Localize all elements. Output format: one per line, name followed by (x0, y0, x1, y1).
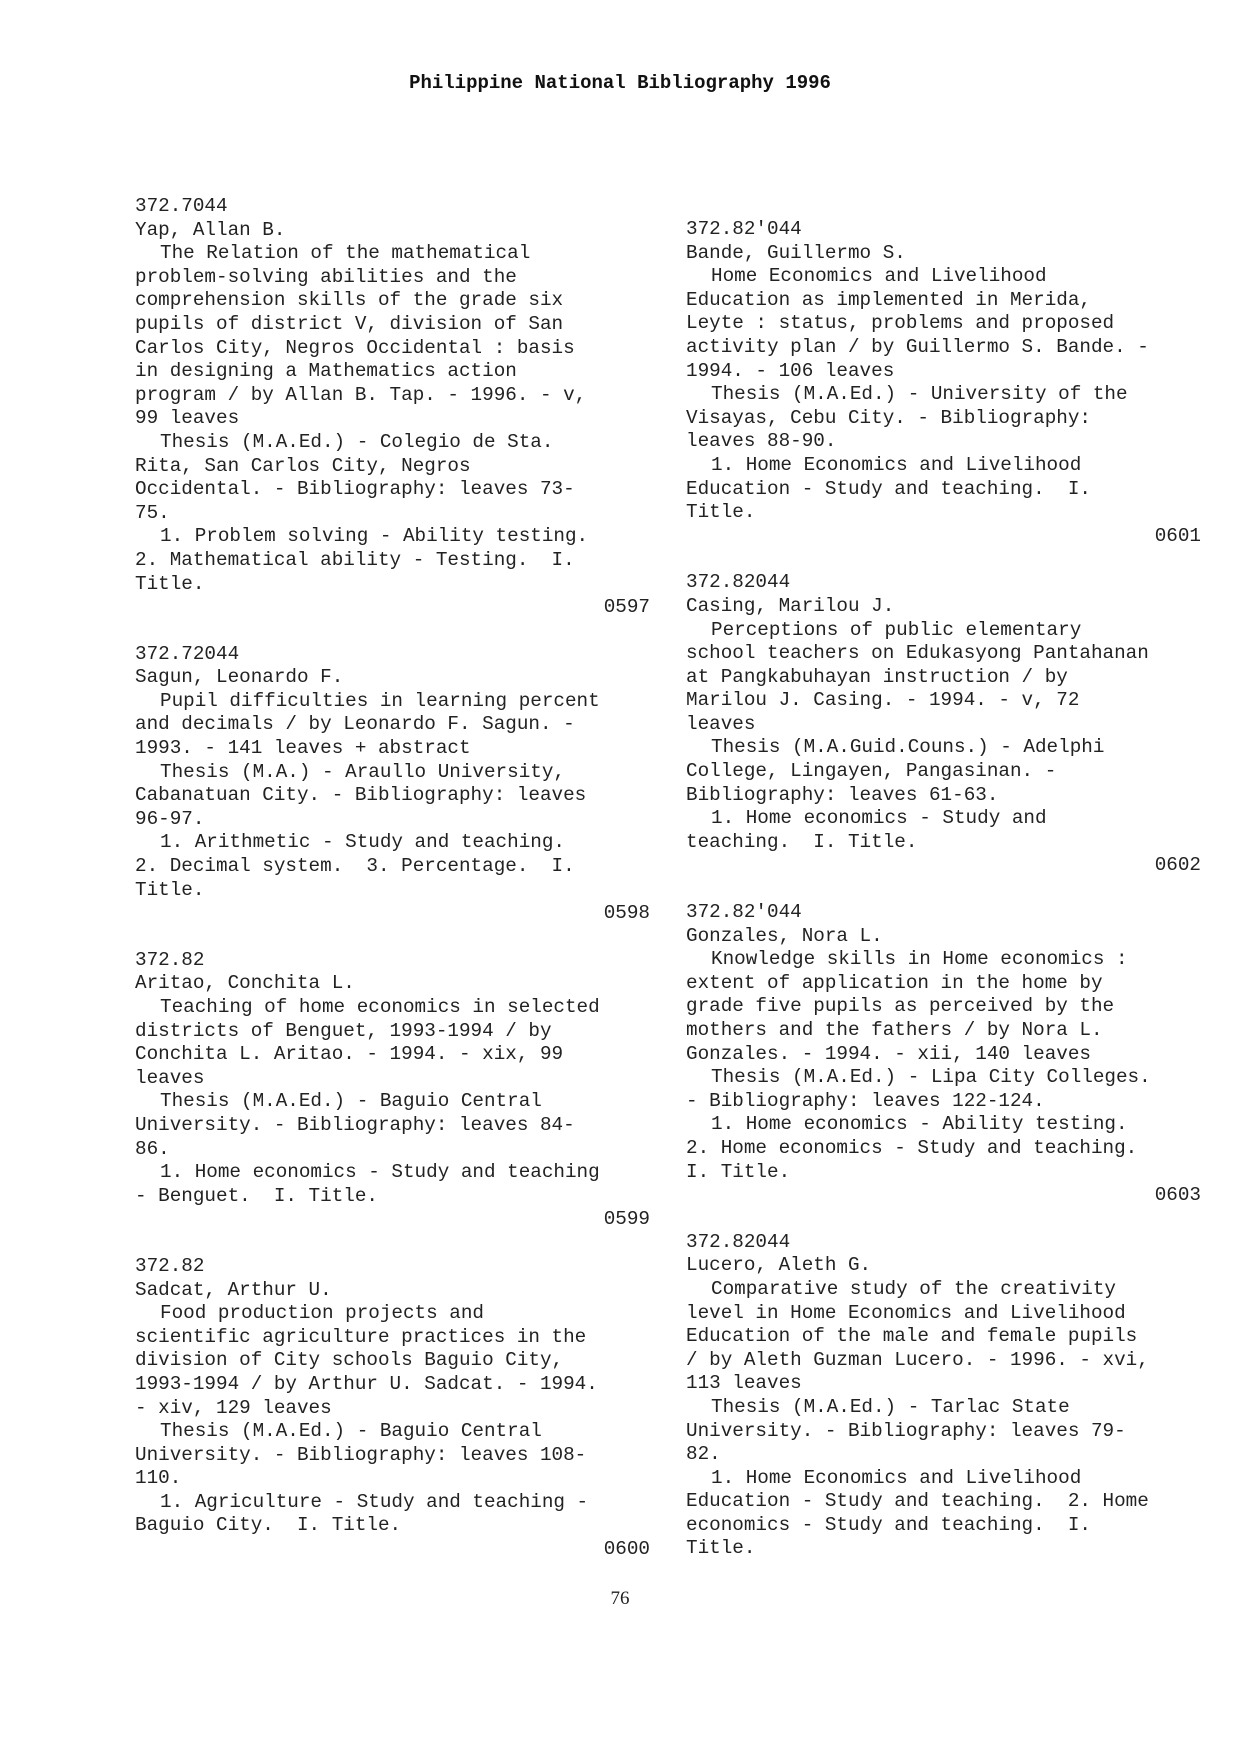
entry-number: 0603 (1154, 1184, 1201, 1207)
entry-line: Thesis (M.A.Ed.) - Baguio Central (160, 1090, 542, 1113)
entry-line: 1. Home economics - Study and (711, 807, 1047, 830)
entry-line: 86. (135, 1137, 170, 1160)
entry-line: extent of application in the home by (686, 971, 1103, 994)
entry-line: Education as implemented in Merida, (686, 288, 1091, 311)
entry-line: 1. Home economics - Study and teaching (160, 1161, 600, 1184)
bibliography-entry (135, 1255, 650, 1562)
entry-line: in designing a Mathematics action (135, 360, 517, 383)
author: Casing, Marilou J. (686, 594, 895, 617)
entry-line: 1994. - 106 leaves (686, 359, 895, 382)
entry-line: 2. Decimal system. 3. Percentage. I. (135, 855, 575, 878)
entry-line: Teaching of home economics in selected (160, 996, 600, 1018)
entry-line: Carlos City, Negros Occidental : basis (135, 336, 575, 359)
author: Lucero, Aleth G. (686, 1254, 872, 1277)
entry-number: 0601 (1154, 524, 1201, 547)
entry-line: University. - Bibliography: leaves 108- (135, 1443, 587, 1466)
entry-line: Pupil difficulties in learning percent (160, 689, 600, 712)
entry-line: Perceptions of public elementary (711, 618, 1082, 641)
call-number: 372.72044 (135, 642, 240, 665)
entry-line: 82. (686, 1443, 721, 1466)
entry-line: Title. (135, 572, 205, 595)
entry-line: Home Economics and Livelihood (711, 265, 1047, 288)
entry-line: College, Lingayen, Pangasinan. - (686, 760, 1057, 783)
entry-line: Leyte : status, problems and proposed (686, 312, 1115, 335)
entry-line: Occidental. - Bibliography: leaves 73- (135, 478, 575, 501)
entry-line: 1. Home Economics and Livelihood (711, 1466, 1082, 1489)
entry-line: grade five pupils as perceived by the (686, 995, 1115, 1018)
entry-line: problem-solving abilities and the (135, 265, 517, 288)
entry-line: leaves (135, 1066, 205, 1089)
entry-line: 75. (135, 501, 170, 524)
bibliography-entry (686, 901, 1201, 1208)
entry-line: I. Title. (686, 1160, 791, 1183)
entry-line: Cabanatuan City. - Bibliography: leaves (135, 784, 587, 807)
entry-line: Bibliography: leaves 61-63. (686, 783, 999, 806)
entry-line: districts of Benguet, 1993-1994 / by (135, 1019, 552, 1042)
entry-line: Thesis (M.A.Ed.) - Baguio Central (160, 1420, 542, 1443)
entry-line: / by Aleth Guzman Lucero. - 1996. - xvi, (686, 1348, 1149, 1371)
left-column (135, 195, 650, 1585)
entry-line: 1993-1994 / by Arthur U. Sadcat. - 1994. (135, 1372, 598, 1395)
bibliography-entry (686, 1231, 1201, 1561)
entry-line: Thesis (M.A.Ed.) - University of the (711, 383, 1128, 406)
entry-line: 113 leaves (686, 1372, 802, 1395)
entry-line: school teachers on Edukasyong Pantahanan (686, 642, 1149, 665)
entry-line: and decimals / by Leonardo F. Sagun. - (135, 713, 575, 736)
entry-line: teaching. I. Title. (686, 830, 918, 853)
bibliography-entry (686, 571, 1201, 878)
entry-line: Comparative study of the creativity (711, 1277, 1116, 1300)
bibliography-entry (135, 949, 650, 1232)
call-number: 372.82 (135, 1254, 205, 1277)
call-number: 372.82 (135, 948, 205, 971)
entry-line: Thesis (M.A.Ed.) - Colegio de Sta. (160, 430, 554, 453)
right-column (686, 218, 1201, 1584)
entry-line: University. - Bibliography: leaves 84- (135, 1113, 575, 1136)
entry-line: 2. Home economics - Study and teaching. (686, 1136, 1138, 1159)
entry-line: 1. Home Economics and Livelihood (711, 453, 1082, 476)
author: Yap, Allan B. (135, 218, 286, 241)
entry-line: Conchita L. Aritao. - 1994. - xix, 99 (135, 1043, 564, 1066)
entry-line: 99 leaves (135, 407, 240, 430)
call-number: 372.82'044 (686, 901, 802, 924)
entry-line: 110. (135, 1467, 182, 1490)
author: Gonzales, Nora L. (686, 924, 883, 947)
author: Bande, Guillermo S. (686, 241, 906, 264)
entry-line: Education of the male and female pupils (686, 1325, 1138, 1348)
entry-line: comprehension skills of the grade six (135, 289, 564, 312)
entry-number: 0602 (1154, 854, 1201, 877)
entry-line: Rita, San Carlos City, Negros (135, 454, 471, 477)
entry-line: Gonzales. - 1994. - xii, 140 leaves (686, 1042, 1091, 1065)
entry-line: 1. Agriculture - Study and teaching - (160, 1490, 589, 1513)
entry-number: 0600 (603, 1538, 650, 1561)
entry-line: program / by Allan B. Tap. - 1996. - v, (135, 383, 587, 406)
page-number: 76 (610, 1588, 630, 1609)
entry-line: level in Home Economics and Livelihood (686, 1301, 1126, 1324)
page-title: Philippine National Bibliography 1996 (409, 72, 831, 94)
entry-line: 1. Home economics - Ability testing. (711, 1113, 1128, 1136)
entry-line: Education - Study and teaching. 2. Home (686, 1490, 1149, 1513)
entry-line: - Bibliography: leaves 122-124. (686, 1089, 1045, 1112)
entry-line: Thesis (M.A.Ed.) - Tarlac State (711, 1395, 1070, 1418)
entry-line: Title. (686, 1537, 756, 1560)
entry-line: 96-97. (135, 807, 205, 830)
entry-line: Thesis (M.A.Guid.Couns.) - Adelphi (711, 736, 1105, 759)
entry-number: 0599 (603, 1208, 650, 1231)
call-number: 372.82044 (686, 571, 791, 594)
entry-line: 2. Mathematical ability - Testing. I. (135, 548, 575, 571)
entry-line: - Benguet. I. Title. (135, 1184, 378, 1207)
bibliography-entry (686, 218, 1201, 548)
entry-line: leaves (686, 712, 756, 735)
entry-line: Visayas, Cebu City. - Bibliography: (686, 406, 1091, 429)
entry-line: Title. (686, 501, 756, 524)
entry-line: 1. Problem solving - Ability testing. (160, 525, 589, 548)
entry-line: pupils of district V, division of San (135, 312, 564, 335)
entry-line: at Pangkabuhayan instruction / by (686, 665, 1068, 688)
entry-line: Thesis (M.A.) - Araullo University, (160, 760, 565, 783)
call-number: 372.82044 (686, 1230, 791, 1253)
entry-line: Knowledge skills in Home economics : (711, 948, 1128, 971)
author: Sadcat, Arthur U. (135, 1278, 332, 1301)
call-number: 372.82'044 (686, 218, 802, 240)
entry-line: The Relation of the mathematical (160, 242, 531, 265)
author: Aritao, Conchita L. (135, 972, 355, 995)
entry-number: 0597 (603, 596, 650, 619)
entry-line: economics - Study and teaching. I. (686, 1513, 1091, 1536)
entry-line: Title. (135, 878, 205, 901)
bibliography-entry (135, 195, 650, 620)
entry-line: University. - Bibliography: leaves 79- (686, 1419, 1126, 1442)
author: Sagun, Leonardo F. (135, 666, 344, 689)
entry-line: mothers and the fathers / by Nora L. (686, 1019, 1103, 1041)
call-number: 372.7044 (135, 195, 228, 217)
entry-line: Baguio City. I. Title. (135, 1514, 402, 1537)
entry-number: 0598 (603, 902, 650, 925)
entry-line: Education - Study and teaching. I. (686, 477, 1091, 500)
entry-line: 1. Arithmetic - Study and teaching. (160, 831, 565, 854)
bibliography-entry (135, 643, 650, 926)
entry-line: Food production projects and (160, 1302, 484, 1325)
entry-line: Marilou J. Casing. - 1994. - v, 72 (686, 689, 1080, 712)
entry-line: division of City schools Baguio City, (135, 1349, 564, 1372)
entry-line: Thesis (M.A.Ed.) - Lipa City Colleges. (711, 1066, 1151, 1089)
entry-line: leaves 88-90. (686, 430, 837, 453)
entry-line: scientific agriculture practices in the (135, 1325, 587, 1348)
entry-line: 1993. - 141 leaves + abstract (135, 737, 471, 760)
entry-line: activity plan / by Guillermo S. Bande. - (686, 335, 1149, 358)
entry-line: - xiv, 129 leaves (135, 1396, 332, 1419)
